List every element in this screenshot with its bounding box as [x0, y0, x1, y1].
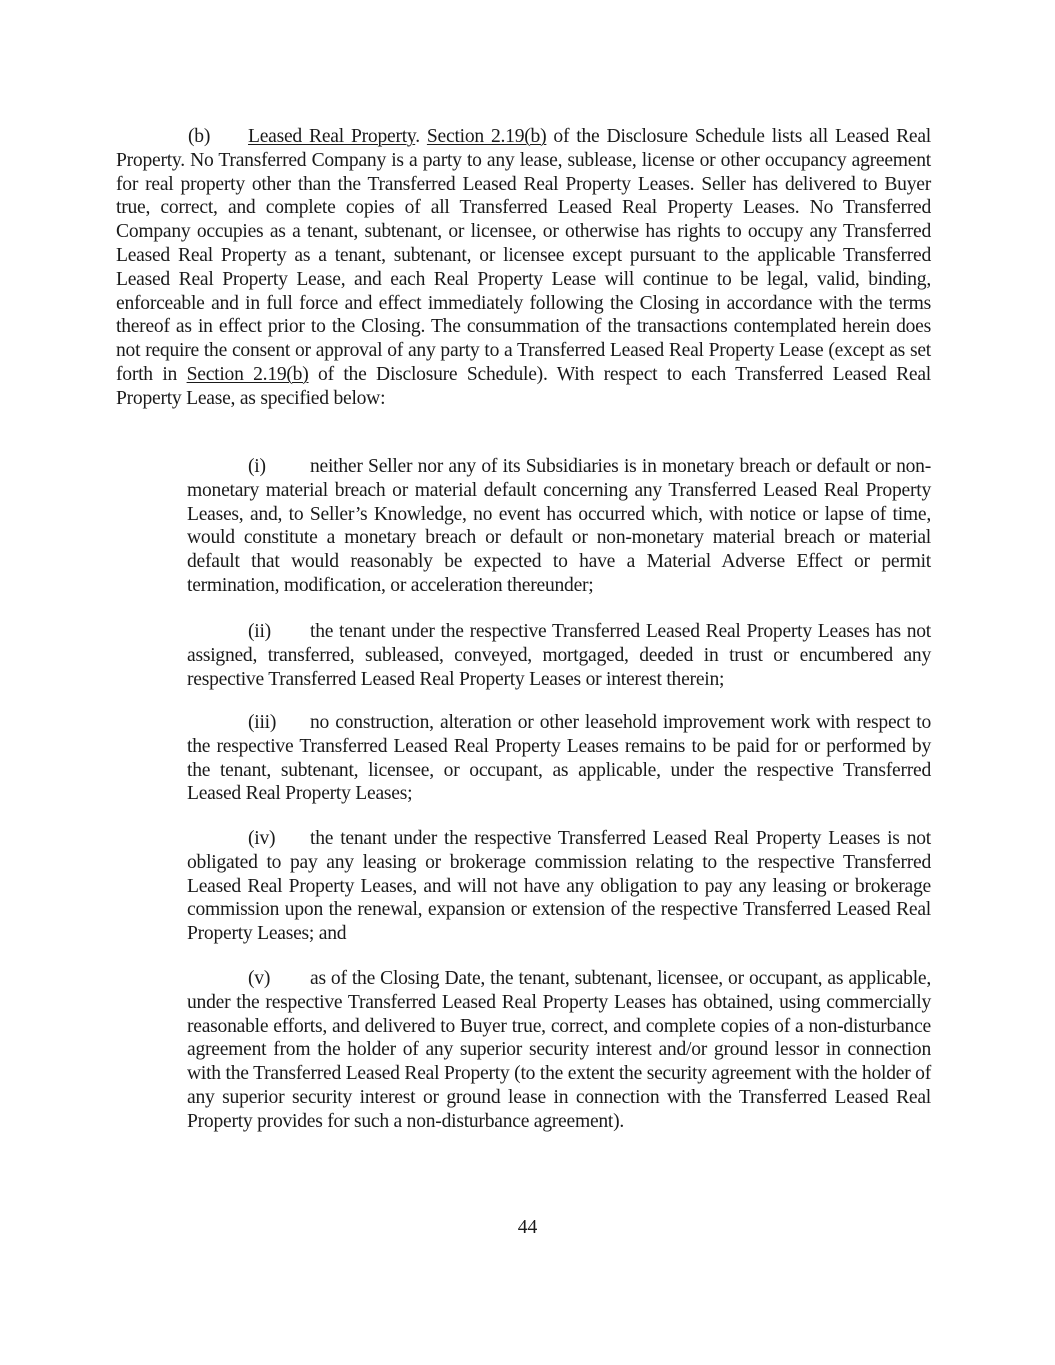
subsection-i [187, 455, 931, 598]
subsection-text: neither Seller nor any of its Subsidiaries is in monetary breach or default or non-monetary material breach or material default concerning any Transferred Leased Real Property Leases, and, to Seller’s Knowledge, no event has occurred which, with notice or lapse of time, would constitute a monetary breach or default or non-monetary material breach or material default that would reasonably be expected to have a Material Adverse Effect or permit termination, modification, or acceleration thereunder; [187, 456, 931, 596]
section-b-marker: (b) [188, 126, 211, 147]
subsection-v [187, 967, 931, 1134]
subsection-text: as of the Closing Date, the tenant, subtenant, licensee, or occupant, as applicable, under the respective Transferred Leased Real Property Leases has obtained, using commercially reasonable efforts, and delivered to Buyer true, correct, and complete copies of a non-disturbance agreement from the holder of any superior security interest and/or ground lessor in connection with the Transferred Leased Real Property (to the extent the security agreement with the holder of any superior security interest or ground lease in connection with the Transferred Leased Real Property provides for such a non-disturbance agreement). [187, 968, 931, 1132]
subsection-iii [187, 711, 931, 806]
section-b-heading-punct: . [415, 126, 427, 147]
section-reference-link: Section 2.19(b) [426, 126, 547, 147]
section-b-heading: Leased Real Property [248, 126, 416, 147]
subsection-marker: (iii) [248, 712, 277, 733]
section-b-body-text: of the Disclosure Schedule lists all Leased Real Property. No Transferred Company is a party to any lease, sublease, license or other occupancy agreement for real property other than the Transferred Leased Real Property Leases. Seller has delivered to Buyer true, correct, and complete copies of all Transferred Leased Real Property Leases. No Transferred Company occupies as a tenant, subtenant, or licensee, or otherwise has rights to occupy any Transferred Leased Real Property as a tenant, subtenant, or licensee except pursuant to the applicable Transferred Leased Real Property Lease, and each Real Property Lease will continue to be legal, valid, binding, enforceable and in full force and effect immediately following the Closing in accordance with the terms thereof as in effect prior to the Closing. The consummation of the transactions contemplated herein does not require the consent or approval of any party to a Transferred Leased Real Property Lease (except as set forth in [116, 126, 931, 385]
subsection-marker: (ii) [248, 621, 271, 642]
subsection-text: no construction, alteration or other leasehold improvement work with respect to the respective Transferred Leased Real Property Leases remains to be paid for or performed by the tenant, subtenant, licensee, or occupant, as applicable, under the respective Transferred Leased Real Property Leases; [187, 712, 931, 805]
subsection-marker: (v) [248, 968, 271, 989]
section-b-body-text-end: of the Disclosure Schedule). With respect to each Transferred Leased Real Property Lease, as specified below: [116, 363, 931, 409]
subsection-marker: (i) [248, 456, 266, 477]
subsection-marker: (iv) [248, 828, 276, 849]
page-number: 44 [517, 1217, 538, 1238]
subsection-ii [187, 620, 931, 691]
subsection-iv [187, 827, 931, 946]
section-reference-link: Section 2.19(b) [186, 363, 309, 385]
section-b-paragraph [116, 125, 931, 411]
subsection-text: the tenant under the respective Transferred Leased Real Property Leases is not obligated to pay any leasing or brokerage commission relating to the respective Transferred Leased Real Property Leases, and will not have any obligation to pay any leasing or brokerage commission upon the renewal, expansion or extension of the respective Transferred Leased Real Property Leases; and [187, 828, 931, 945]
subsection-text: the tenant under the respective Transferred Leased Real Property Leases has not assigned, transferred, subleased, conveyed, mortgaged, deeded in trust or encumbered any respective Transferred Leased Real Property Leases or interest therein; [187, 621, 931, 690]
